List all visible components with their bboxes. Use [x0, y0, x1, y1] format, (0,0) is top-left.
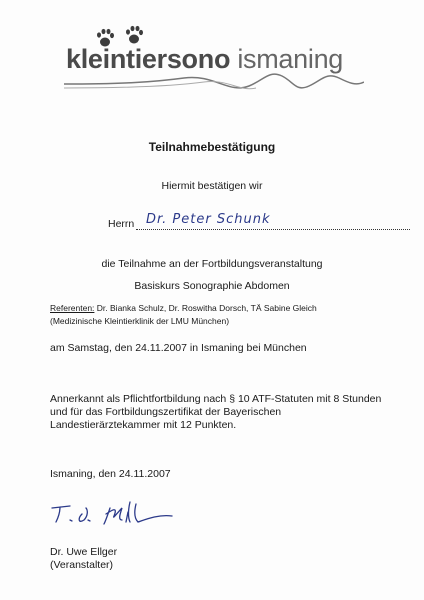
participation-text: die Teilnahme an der Fortbildungsveranstaltung — [101, 258, 323, 270]
course-name: Basiskurs Sonographie Abdomen — [134, 280, 290, 292]
speakers-names: Dr. Bianka Schulz, Dr. Roswitha Dorsch, TÄ Sabine Gleich — [94, 303, 317, 313]
salutation: Herrn — [108, 218, 135, 230]
place-date: Ismaning, den 24.11.2007 — [50, 468, 171, 480]
page-title: Teilnahmebestätigung — [148, 140, 276, 154]
signature — [48, 498, 178, 537]
recognition-line-2: und für das Fortbildungszertifikat der Bayerischen — [50, 406, 282, 418]
recognition-line-3: Landestierärztekammer mit 12 Punkten. — [50, 419, 237, 431]
logo-part-2: ismaning — [230, 44, 343, 74]
signer-name: Dr. Uwe Ellger — [50, 546, 118, 558]
speakers-line — [50, 303, 317, 313]
clinic-text: (Medizinische Kleintierklinik der LMU München) — [50, 316, 230, 326]
signer-role: (Veranstalter) — [50, 559, 114, 571]
logo-wave-graphic — [64, 66, 364, 101]
participant-name: Dr. Peter Schunk — [146, 212, 271, 227]
confirm-text: Hiermit bestätigen wir — [161, 180, 263, 192]
logo-part-1: kleintiersono — [66, 44, 231, 74]
date-line: am Samstag, den 24.11.2007 in Ismaning bei München — [50, 342, 307, 354]
recognition-line-1: Annerkannt als Pflichtfortbildung nach § 10 ATF-Statuten mit 8 Stunden — [50, 393, 382, 405]
speakers-label: Referenten: — [50, 303, 95, 313]
